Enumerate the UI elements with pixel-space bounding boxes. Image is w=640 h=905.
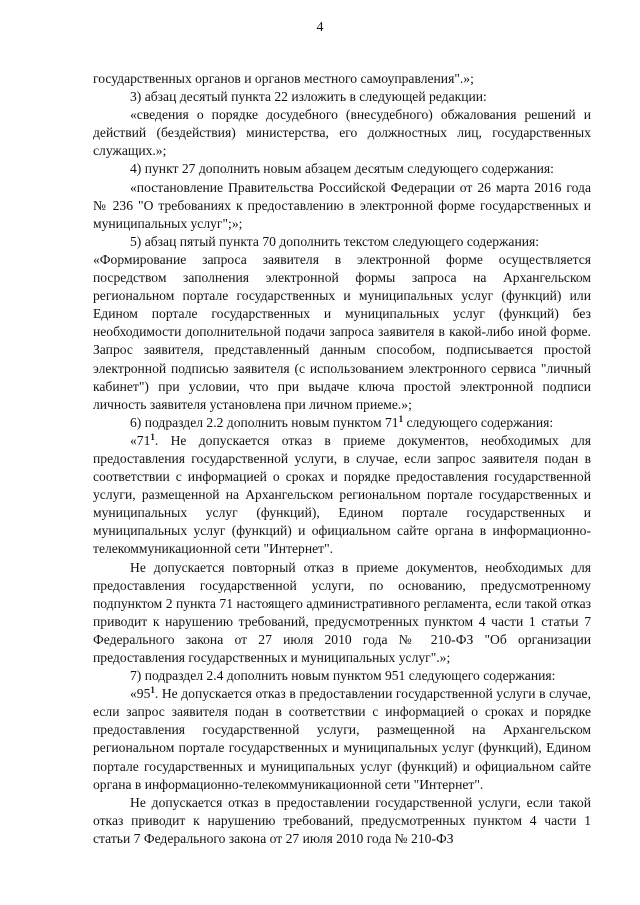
paragraph: государственных органов и органов местного самоуправления".»;	[93, 71, 474, 86]
document-body	[93, 70, 591, 848]
paragraph-text: 6) подраздел 2.2 дополнить новым пунктом 71	[130, 414, 399, 430]
superscript: 1	[398, 413, 404, 424]
paragraph-text: . Не допускается отказ в предоставлении государственной услуги в случае, если запрос заявителя подан в соответствии с информацией о сроках и порядке предоставления государственной услуги, размещенной на Архангельском региональном портале государственных и муниципальных услуг (функций), Едином портале государственных и муниципальных услуг (функций) и официальном сайте органа в информационно-телекоммуникационной сети "Интернет".	[93, 686, 591, 792]
paragraph: «постановление Правительства Российской Федерации от 26 марта 2016 года № 236 "О требованиях к предоставлению в электронной форме государственных и муниципальных услуг";»;	[93, 179, 591, 231]
paragraph-text: следующего содержания:	[403, 414, 554, 430]
paragraph: 7) подраздел 2.4 дополнить новым пунктом 951 следующего содержания:	[130, 668, 556, 684]
paragraph	[93, 414, 591, 432]
paragraph-text: . Не допускается отказ в приеме документов, необходимых для предоставления государственной услуги, в случае, если запрос заявителя подан в соответствии с информацией о сроках и порядке предоставления государственной услуги, размещенной на Архангельском региональном портале государственных и муниципальных услуг (функций), Едином портале государственных и муниципальных услуг (функций) и официальном сайте органа в информационно-телекоммуникационной сети "Интернет".	[93, 432, 591, 557]
paragraph: «Формирование запроса заявителя в электронной форме осуществляется посредством заполнения электронной формы запроса на Архангельском региональном портале государственных и муниципальных услуг (функций) или Едином портале государственных и муниципальных услуг (функций) без необходимости дополнительной подачи запроса заявителя в какой-либо иной форме. Запрос заявителя, представленный данным способом, подписывается простой электронной подписью заявителя (с использованием электронного сервиса "личный кабинет") при условии, что при выдаче ключа простой электронной подписи личность заявителя установлена при личном приеме.»;	[93, 251, 591, 412]
paragraph: 4) пункт 27 дополнить новым абзацем десятым следующего содержания:	[130, 161, 554, 177]
superscript: 1	[150, 431, 155, 442]
superscript: 1	[150, 685, 155, 696]
paragraph	[93, 432, 591, 559]
paragraph-text: «71	[130, 432, 151, 448]
paragraph: Не допускается повторный отказ в приеме документов, необходимых для предоставления государственной услуги, по основанию, предусмотренному подпунктом 2 пункта 71 настоящего административного регламента, если такой отказ приводит к нарушению требований, предусмотренных пунктом 4 части 1 статьи 7 Федерального закона от 27 июля 2010 года № 210-ФЗ "Об организации предоставления государственных и муниципальных услуг".»;	[93, 559, 591, 665]
paragraph-text: «95	[130, 686, 151, 702]
page-number: 4	[316, 20, 324, 35]
paragraph: 3) абзац десятый пункта 22 изложить в следующей редакции:	[130, 89, 487, 105]
paragraph	[93, 685, 591, 794]
paragraph: «сведения о порядке досудебного (внесудебного) обжалования решений и действий (бездействия) министерства, его должностных лиц, государственных служащих.»;	[93, 107, 591, 159]
paragraph: 5) абзац пятый пункта 70 дополнить текстом следующего содержания:	[130, 233, 540, 249]
paragraph: Не допускается отказ в предоставлении государственной услуги, если такой отказ приводит к нарушению требований, предусмотренных пунктом 4 части 1 статьи 7 Федерального закона от 27 июля 2010 года № 210-ФЗ	[93, 794, 591, 846]
